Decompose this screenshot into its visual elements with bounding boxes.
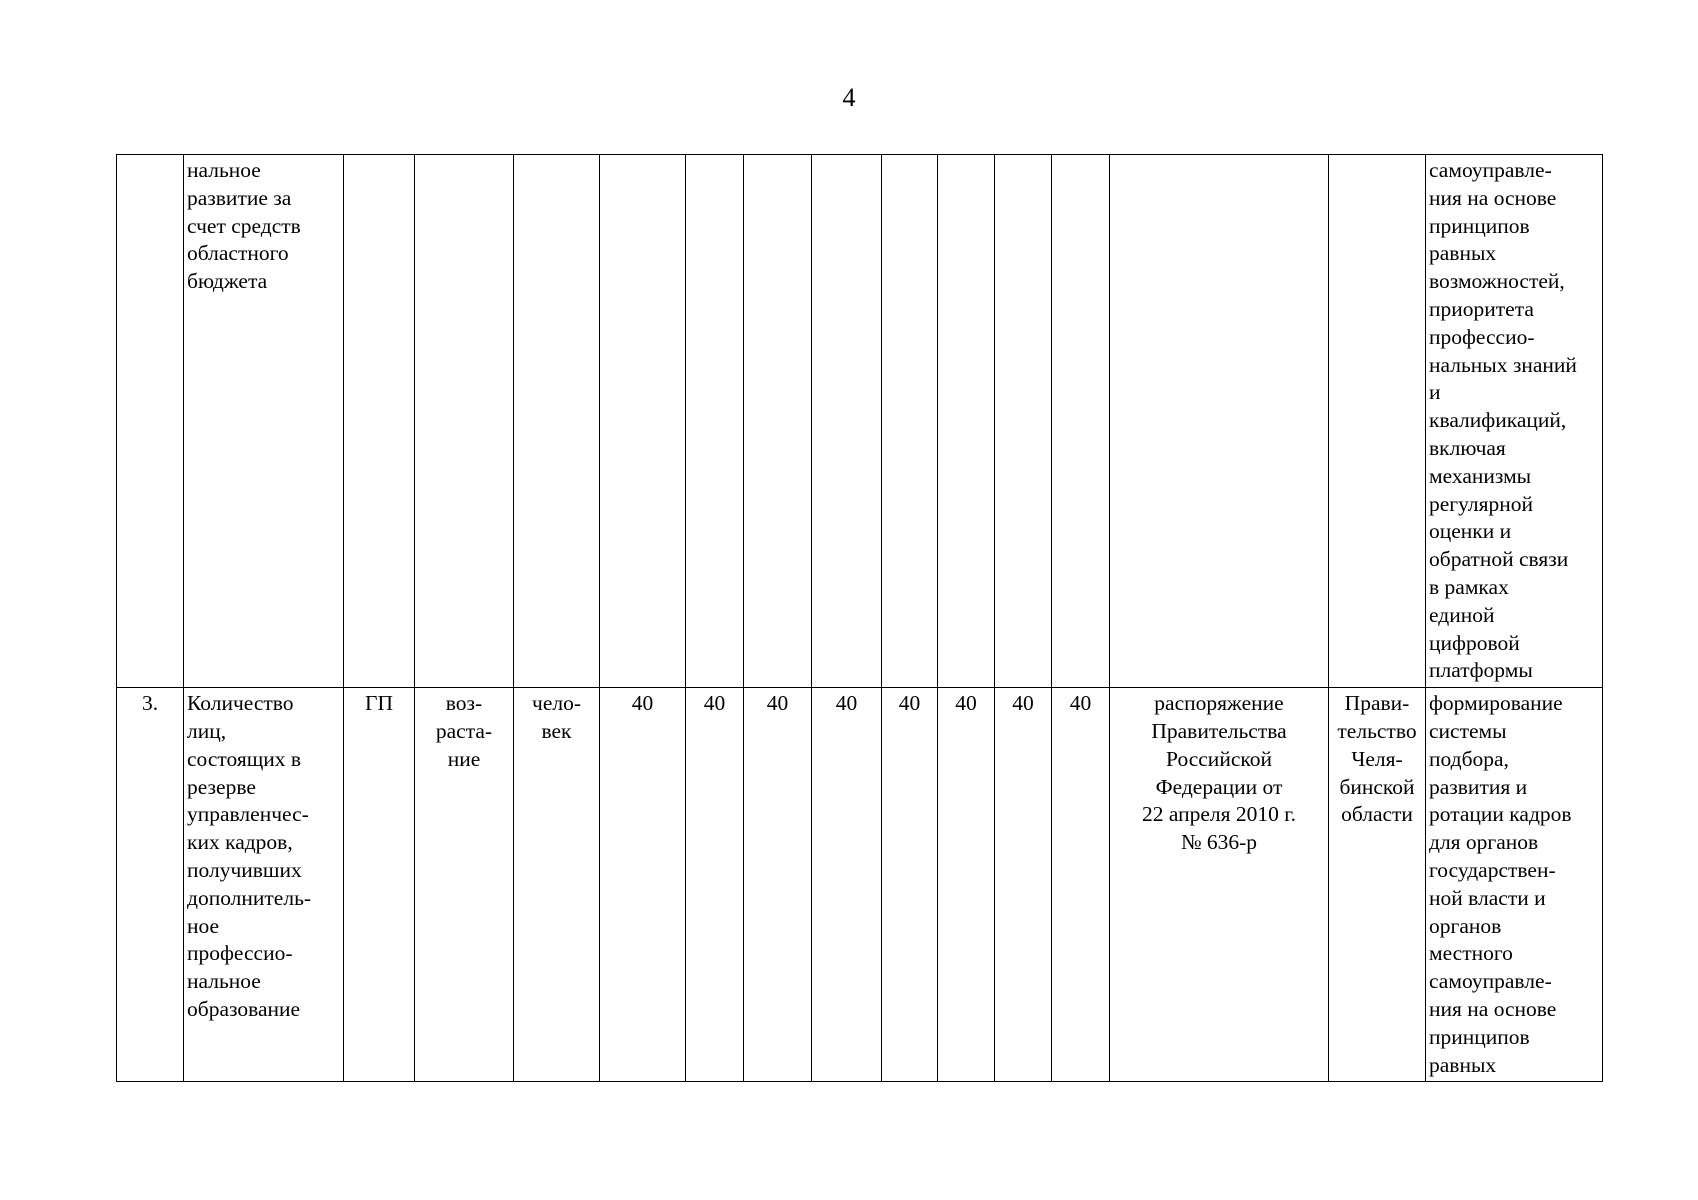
value-cell: 40 bbox=[600, 688, 686, 1082]
responsible-cell bbox=[1329, 155, 1426, 688]
source-cell: ГП bbox=[344, 688, 415, 1082]
goal-cell: самоуправле- ния на основе принципов равных возможностей, приоритета профессио- нальных знаний и квалификаций, включая механизмы регулярной оценки и обратной связи в рамках единой цифровой платформы bbox=[1426, 155, 1603, 688]
indicators-table bbox=[116, 154, 1603, 1082]
value-cell bbox=[938, 155, 995, 688]
responsible-cell: Прави- тельство Челя- бинской области bbox=[1329, 688, 1426, 1082]
value-cell: 40 bbox=[686, 688, 744, 1082]
value-cell: 40 bbox=[1052, 688, 1110, 1082]
table-row bbox=[117, 688, 1603, 1082]
value-cell: 40 bbox=[995, 688, 1052, 1082]
unit-cell: чело- век bbox=[514, 688, 600, 1082]
source-cell bbox=[344, 155, 415, 688]
row-number-cell bbox=[117, 155, 184, 688]
value-cell: 40 bbox=[938, 688, 995, 1082]
document-cell bbox=[1110, 155, 1329, 688]
value-cell bbox=[812, 155, 882, 688]
value-cell bbox=[882, 155, 938, 688]
goal-cell: формирование системы подбора, развития и ротации кадров для органов государствен- ной власти и органов местного самоуправле- ния на основе принципов равных bbox=[1426, 688, 1603, 1082]
document-cell: распоряжение Правительства Российской Федерации от 22 апреля 2010 г. № 636-р bbox=[1110, 688, 1329, 1082]
table-row bbox=[117, 155, 1603, 688]
value-cell bbox=[686, 155, 744, 688]
value-cell bbox=[995, 155, 1052, 688]
unit-cell bbox=[514, 155, 600, 688]
value-cell bbox=[600, 155, 686, 688]
value-cell bbox=[1052, 155, 1110, 688]
page-number: 4 bbox=[842, 83, 856, 112]
indicator-name-cell: Количество лиц, состоящих в резерве управленчес- ких кадров, получивших дополнитель- ное профессио- нальное образование bbox=[184, 688, 344, 1082]
trend-cell bbox=[415, 155, 514, 688]
row-number-cell: 3. bbox=[117, 688, 184, 1082]
value-cell: 40 bbox=[744, 688, 812, 1082]
trend-cell: воз- раста- ние bbox=[415, 688, 514, 1082]
value-cell: 40 bbox=[882, 688, 938, 1082]
value-cell: 40 bbox=[812, 688, 882, 1082]
value-cell bbox=[744, 155, 812, 688]
indicator-name-cell: нальное развитие за счет средств областного бюджета bbox=[184, 155, 344, 688]
